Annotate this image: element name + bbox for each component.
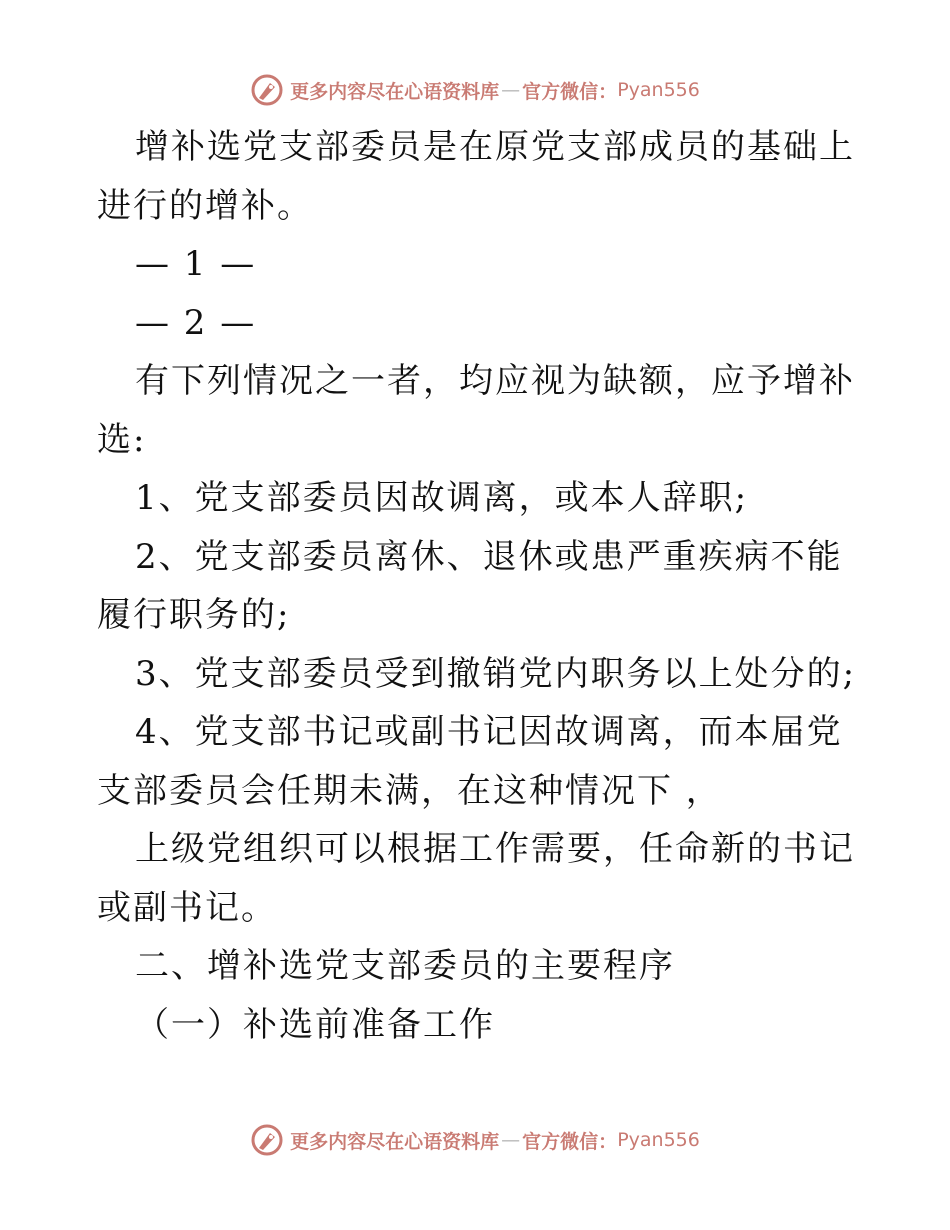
watermark-brand: 更多内容尽在心语资料库 (290, 1130, 500, 1153)
watermark-brand: 更多内容尽在心语资料库 (290, 80, 500, 103)
condition-item-3: 3、党支部委员受到撤销党内职务以上处分的; (135, 653, 857, 694)
paragraph-appointment: 上级党组织可以根据工作需要，任命新的书记或副书记。 (97, 829, 855, 928)
condition-item-4: 4、党支部书记或副书记因故调离，而本届党支部委员会任期未满，在这种情况下 ， (97, 712, 843, 811)
watermark-account: Pyan556 (617, 1129, 700, 1151)
footer-watermark (0, 1120, 950, 1160)
watermark-account-prefix: 官方微信： (522, 1130, 618, 1153)
section-heading-2: 二、增补选党支部委员的主要程序 (135, 946, 675, 986)
pen-nib-logo-icon (250, 73, 284, 107)
watermark-account-prefix: 官方微信： (522, 80, 618, 103)
document-body (97, 118, 867, 1054)
page-marker-2: — 2 — (135, 302, 257, 343)
paragraph-conditions-intro: 有下列情况之一者，均应视为缺额，应予增补选: (97, 361, 855, 460)
paragraph-intro: 增补选党支部委员是在原党支部成员的基础上进行的增补。 (97, 127, 855, 226)
watermark-separator: — (501, 1129, 521, 1151)
subsection-heading-1: （一）补选前准备工作 (135, 1004, 495, 1045)
page-marker-1: — 1 — (135, 244, 257, 284)
watermark-separator: — (501, 79, 521, 101)
condition-item-1: 1、党支部委员因故调离，或本人辞职; (135, 478, 749, 518)
header-watermark (0, 70, 950, 110)
condition-item-2: 2、党支部委员离休、退休或患严重疾病不能履行职务的; (97, 536, 843, 635)
pen-nib-logo-icon (250, 1123, 284, 1157)
watermark-account: Pyan556 (617, 79, 700, 101)
